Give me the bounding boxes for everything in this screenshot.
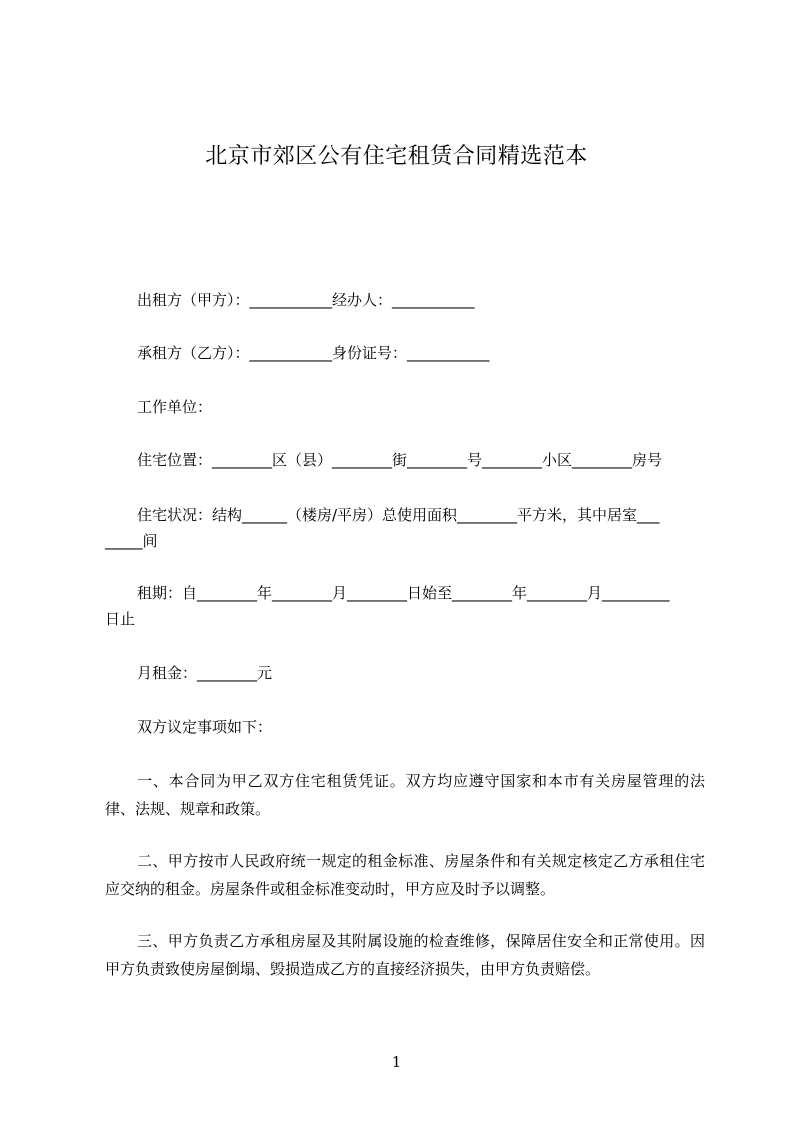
document-title: 北京市郊区公有住宅租赁合同精选范本	[205, 144, 588, 169]
lease-term-field-line1: 租期：自________年________月________日始至________年________月_________	[137, 584, 670, 602]
condition-field-line2: _____间	[105, 532, 158, 550]
clause-1: 一、本合同为甲乙双方住宅租赁凭证。双方均应遵守国家和本市有关房屋管理的法律、法规、规章和政策。	[105, 772, 705, 818]
agreement-intro: 双方议定事项如下：	[137, 718, 273, 736]
lease-term-field-line2: 日止	[105, 610, 136, 628]
location-field: 住宅位置：________区（县）________街________号________小区________房号	[137, 451, 663, 469]
lessor-field: 出租方（甲方）：___________经办人：___________	[137, 291, 475, 309]
workplace-field: 工作单位：	[137, 398, 213, 416]
rent-field: 月租金：________元	[137, 664, 273, 682]
condition-field-line1: 住宅状况：结构______（楼房/平房）总使用面积________平方米，其中居室___	[137, 506, 660, 524]
clause-3: 三、甲方负责乙方承租房屋及其附属设施的检查维修，保障居住安全和正常使用。因甲方负责致使房屋倒塌、毁损造成乙方的直接经济损失，由甲方负责赔偿。	[105, 932, 705, 978]
page-number: 1	[391, 1053, 402, 1071]
lessee-field: 承租方（乙方）：___________身份证号：___________	[137, 344, 490, 362]
clause-2: 二、甲方按市人民政府统一规定的租金标准、房屋条件和有关规定核定乙方承租住宅应交纳的租金。房屋条件或租金标准变动时，甲方应及时予以调整。	[105, 852, 705, 898]
